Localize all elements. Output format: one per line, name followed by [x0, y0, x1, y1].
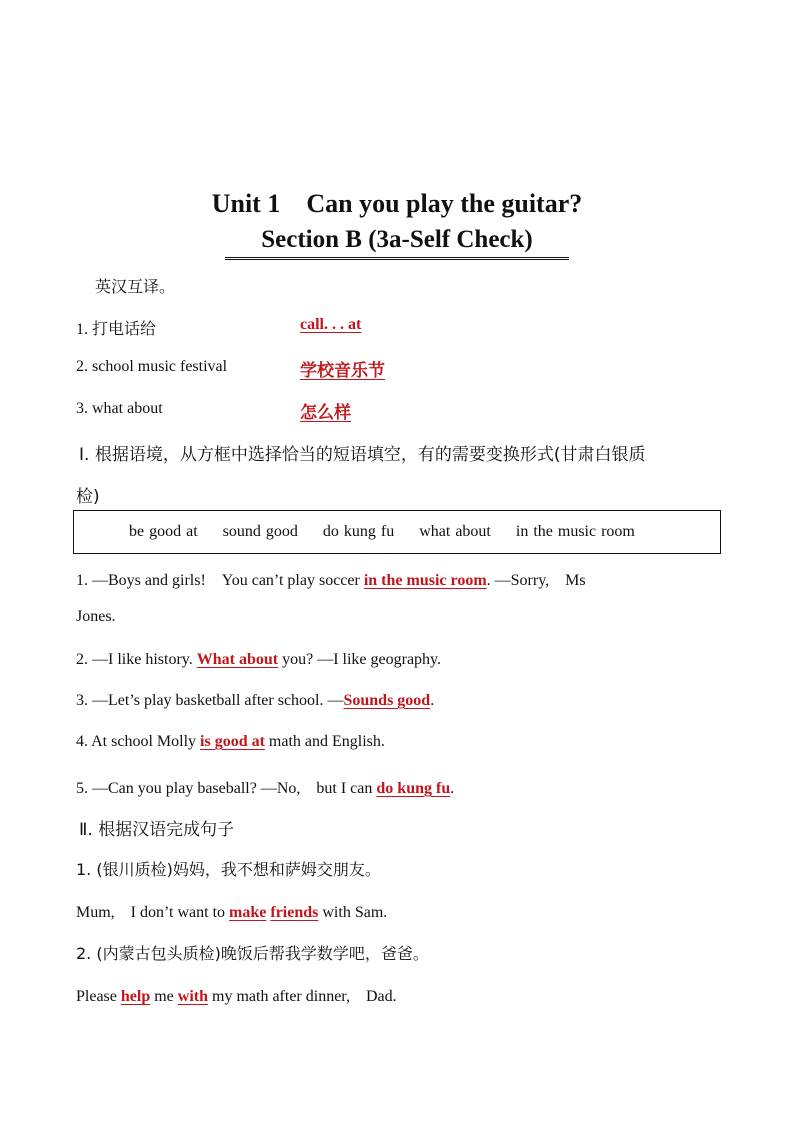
vocab-num-3: 3. — [76, 400, 88, 417]
question-text: you? —I like geography. — [278, 651, 442, 668]
phrase-list — [129, 523, 635, 541]
vocab-heading: 英汉互译。 — [95, 277, 176, 296]
phrase-item: in the music room — [515, 523, 635, 540]
part1-question-4 — [76, 733, 385, 751]
part1-question-5 — [76, 775, 454, 798]
answer-text: Sounds good — [343, 692, 431, 709]
answer-text: call. . . at — [300, 316, 362, 333]
part2-question-1-cn: 1. (银川质检)妈妈，我不想和萨姆交朋友。 — [76, 860, 381, 879]
phrase-box — [73, 510, 721, 554]
answer-text: is good at — [200, 733, 265, 750]
question-text: 2. —I like history. — [76, 651, 197, 668]
part2-question-2-cn: 2. (内蒙古包头质检)晚饭后帮我学数学吧，爸爸。 — [76, 944, 429, 963]
question-text: Please — [76, 988, 121, 1005]
question-text: . —Sorry, Ms — [486, 572, 586, 589]
phrase-item: what about — [419, 523, 491, 540]
answer-text: help — [120, 988, 151, 1005]
question-text: with Sam. — [318, 904, 388, 921]
answer-text: with — [177, 988, 208, 1005]
part1-heading-line1: Ⅰ. 根据语境，从方框中选择恰当的短语填空，有的需要变换形式(甘肃白银质 — [79, 445, 646, 465]
vocab-item-2 — [76, 358, 227, 376]
vocab-prompt-1: 打电话给 — [92, 319, 157, 338]
part1-heading-line2: 检) — [76, 487, 100, 507]
phrase-item: be good at — [129, 523, 198, 540]
question-text: 3. —Let’s play basketball after school. — — [76, 692, 344, 709]
answer-text: make — [229, 904, 267, 921]
part2-question-2 — [76, 983, 397, 1006]
page-title: Unit 1 Can you play the guitar? — [211, 189, 583, 218]
vocab-prompt-3: what about — [92, 400, 163, 417]
part2-heading: Ⅱ. 根据汉语完成句子 — [79, 820, 235, 840]
answer-text: 学校音乐节 — [300, 361, 385, 381]
question-text: 4. At school Molly — [76, 733, 201, 750]
vocab-num-1: 1. — [76, 321, 88, 338]
section-subtitle: Section B (3a-Self Check) — [225, 226, 569, 260]
part1-question-1-cont: Jones. — [76, 608, 116, 625]
answer-text: friends — [270, 904, 319, 921]
vocab-item-3 — [76, 400, 163, 418]
question-text: . — [430, 692, 435, 709]
answer-text: in the music room — [363, 572, 487, 589]
question-text: 5. —Can you play baseball? —No, but I can — [76, 780, 377, 797]
question-text: . — [450, 780, 455, 797]
vocab-answer-1 — [300, 316, 361, 334]
answer-text: do kung fu — [376, 780, 451, 797]
vocab-num-2: 2. — [76, 358, 88, 375]
question-text: my math after dinner, Dad. — [208, 988, 397, 1005]
part1-question-3 — [76, 692, 434, 710]
vocab-answer-3 — [300, 398, 351, 423]
question-text: me — [150, 988, 178, 1005]
question-text: math and English. — [264, 733, 385, 750]
answer-text: What about — [196, 651, 279, 668]
phrase-item: sound good — [222, 523, 298, 540]
vocab-prompt-2: school music festival — [92, 358, 228, 375]
answer-text: 怎么样 — [300, 403, 351, 423]
part2-question-1 — [76, 899, 387, 922]
phrase-item: do kung fu — [322, 523, 395, 540]
part1-question-1 — [76, 567, 586, 590]
section-subtitle-wrap — [0, 226, 794, 260]
part1-question-2 — [76, 651, 441, 669]
question-text: 1. —Boys and girls! You can’t play soccer — [76, 572, 364, 589]
question-text: Mum, I don’t want to — [76, 904, 230, 921]
vocab-answer-2 — [300, 356, 385, 381]
vocab-item-1 — [76, 316, 156, 339]
